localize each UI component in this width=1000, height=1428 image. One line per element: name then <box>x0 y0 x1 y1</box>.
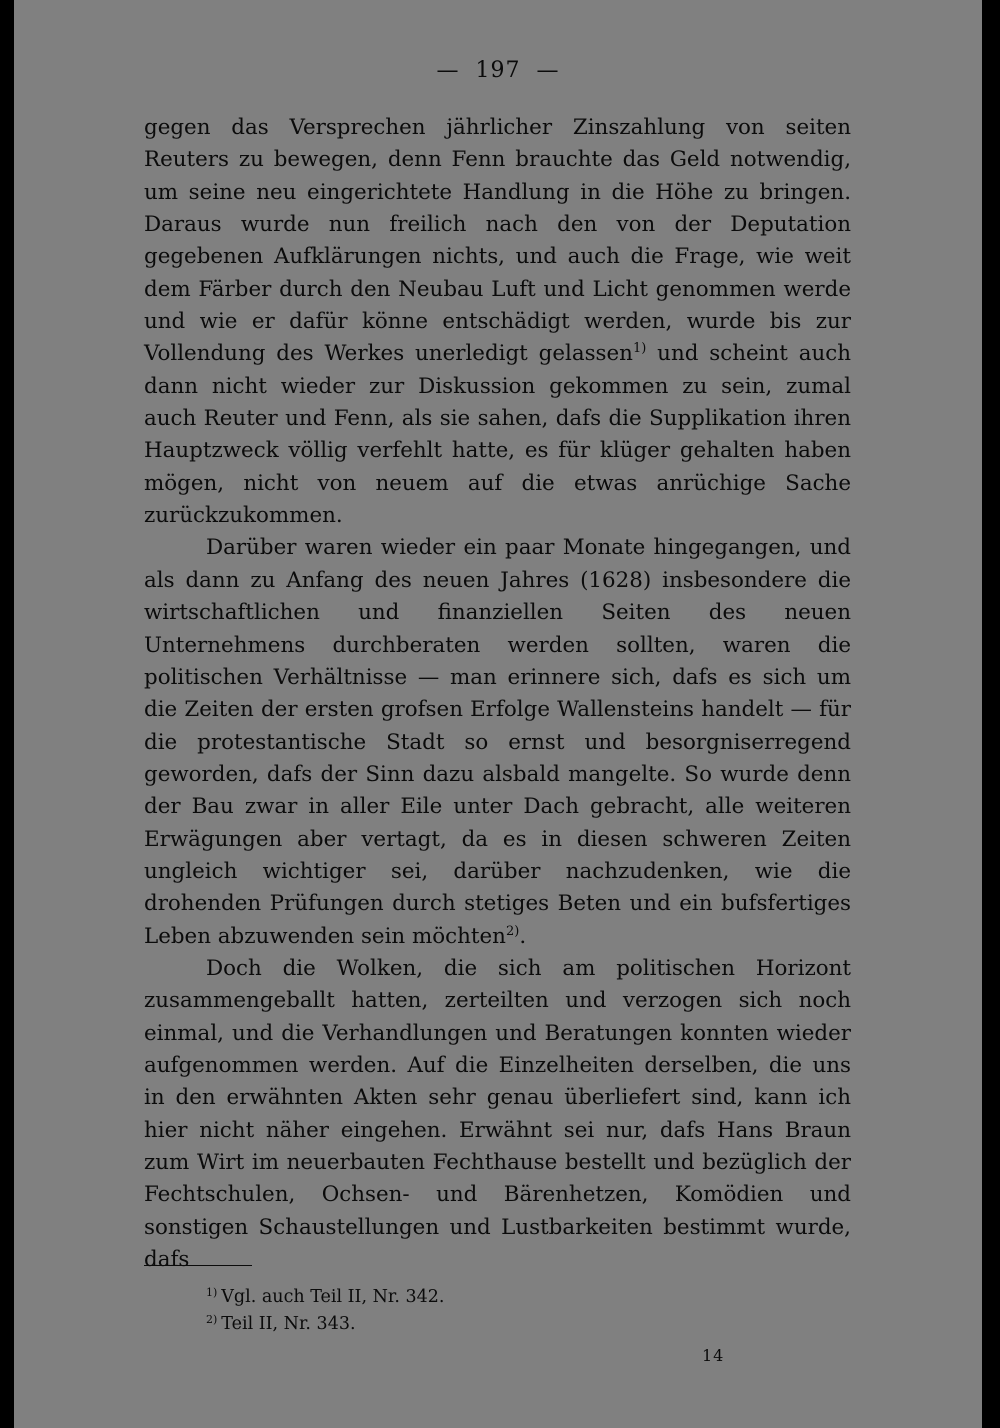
footnotes <box>206 1284 706 1338</box>
paragraph-1-text-a: gegen das Versprechen jährlicher Zinszahlung von seiten Reuters zu bewegen, denn Fenn brauchte das Geld notwendig, um seine neu eingerichtete Handlung in die Höhe zu bringen. Daraus wurde nun freilich nach den von der Deputation gegebenen Aufklärungen nichts, und auch die Frage, wie weit dem Färber durch den Neubau Luft und Licht genommen werde und wie er dafür könne entschädigt werden, wurde bis zur Vollendung des Werkes unerledigt gelassen <box>144 115 851 367</box>
paragraph-3 <box>144 953 851 1276</box>
footnote-divider <box>144 1265 252 1266</box>
paragraph-2 <box>144 532 851 952</box>
printer-signature-mark: 14 <box>702 1346 725 1365</box>
footnote-1-mark: 1) <box>206 1286 218 1299</box>
paragraph-2-text-a: Darüber waren wieder ein paar Monate hingegangen, und als dann zu Anfang des neuen Jahres (1628) insbesondere die wirtschaftlichen und finanziellen Seiten des neuen Unternehmens durchberaten werden sollten, waren die politischen Verhältnisse — man erinnere sich, dafs es sich um die Zeiten der ersten grofsen Erfolge Wallensteins handelt — für die protestantische Stadt so ernst und besorgniserregend geworden, dafs der Sinn dazu alsbald mangelte. So wurde denn der Bau zwar in aller Eile unter Dach gebracht, alle weiteren Erwägungen aber vertagt, da es in diesen schweren Zeiten ungleich wichtiger sei, darüber nachzudenken, wie die drohenden Prüfungen durch stetiges Beten und ein bufsfertiges Leben abzuwenden sein möchten <box>144 535 851 949</box>
footnote-2-text: Teil II, Nr. 343. <box>221 1314 356 1334</box>
footnote-1-text: Vgl. auch Teil II, Nr. 342. <box>221 1287 445 1307</box>
footnote-2-mark: 2) <box>206 1313 218 1326</box>
page-number: 197 <box>475 58 521 83</box>
footnote-ref-1: 1) <box>632 341 647 357</box>
paragraph-3-text: Doch die Wolken, die sich am politischen Horizont zusammengeballt hatten, zerteilten und verzogen sich noch einmal, und die Verhandlungen und Beratungen konnten wieder aufgenommen werden. Auf die Einzelheiten derselben, die uns in den erwähnten Akten sehr genau überliefert sind, kann ich hier nicht näher eingehen. Erwähnt sei nur, dafs Hans Braun zum Wirt im neuerbauten Fechthause bestellt und bezüglich der Fechtschulen, Ochsen- und Bärenhetzen, Komödien und sonstigen Schaustellungen und Lustbarkeiten bestimmt wurde, dafs <box>144 955 851 1273</box>
page-header <box>14 58 982 83</box>
body-text <box>144 112 851 1276</box>
header-dash-right: — <box>536 58 560 83</box>
header-dash-left: — <box>436 58 460 83</box>
paragraph-2-text-b: . <box>519 923 527 949</box>
book-page <box>14 0 982 1428</box>
footnote-1 <box>206 1284 706 1311</box>
paragraph-1-text-b: und scheint auch dann nicht wieder zur Diskussion gekommen zu sein, zumal auch Reuter und Fenn, als sie sahen, dafs die Supplikation ihren Hauptzweck völlig verfehlt hatte, es für klüger gehalten haben mögen, nicht von neuem auf die etwas anrüchige Sache zurückzukommen. <box>144 341 851 529</box>
paragraph-1 <box>144 112 851 532</box>
footnote-2 <box>206 1311 706 1338</box>
footnote-ref-2: 2) <box>505 923 520 939</box>
